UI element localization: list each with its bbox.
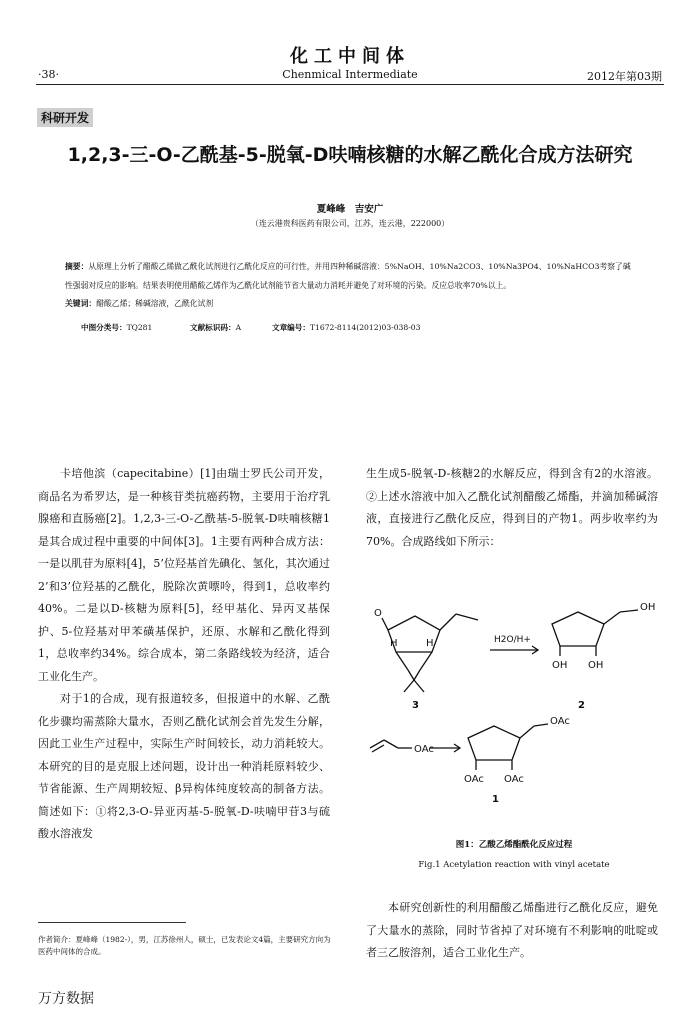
synthesis-scheme bbox=[360, 590, 670, 810]
svg-text:OAc: OAc bbox=[550, 716, 570, 727]
keywords-label: 关键词： bbox=[65, 299, 97, 308]
clc-number: 中图分类号：TQ281 bbox=[81, 323, 153, 332]
footnote-rule bbox=[38, 922, 186, 923]
keywords-text: 醋酸乙烯；稀碱溶液，乙酰化试剂 bbox=[96, 299, 214, 308]
svg-text:OH: OH bbox=[640, 602, 656, 613]
left-column bbox=[38, 463, 330, 846]
svg-text:H: H bbox=[390, 638, 398, 649]
compound-3-label: 3 bbox=[412, 700, 419, 711]
journal-english-name: Chenmical Intermediate bbox=[282, 68, 418, 81]
journal-name: 化工中间体 bbox=[290, 46, 410, 67]
right-column-top bbox=[366, 463, 658, 553]
right-column-bottom bbox=[366, 897, 658, 965]
abstract bbox=[65, 257, 635, 295]
section-tag: 科研开发 bbox=[37, 108, 93, 127]
left-paragraph-1: 卡培他滨（capecitabine）[1]由瑞士罗氏公司开发，商品名为希罗达，是一种核苷类抗癌药物，主要用于治疗乳腺癌和直肠癌[2]。1,2,3-三-O-乙酰基-5-脱氧-D呋喃核糖1是其合成过程中重要的中间体[3]。1主要有两种合成方法：一是以肌苷为原料[4]，5’位羟基首先碘化、氢化，其次通过2’和3’位羟基的乙酰化，脱除次黄嘌呤，得到1，总收率约40%。二是以D-核糖为原料[5]，经甲基化、异丙叉基保护、5-位羟基对甲苯磺基保护，还原、水解和乙酰化得到1，总收率约34%。综合成本，第二条路线较为经济，适合工业化生产。 bbox=[38, 467, 330, 683]
compound-1-label: 1 bbox=[492, 794, 499, 805]
svg-text:OH: OH bbox=[588, 660, 604, 671]
abstract-label: 摘要： bbox=[65, 262, 89, 271]
paper-title: 1,2,3-三-O-乙酰基-5-脱氧-D呋喃核糖的水解乙酰化合成方法研究 bbox=[67, 144, 633, 166]
wanfang-watermark: 万方数据 bbox=[38, 991, 94, 1007]
keywords bbox=[65, 294, 635, 313]
authors: 夏峰峰 吉安广 bbox=[316, 204, 384, 215]
compound-2-label: 2 bbox=[578, 700, 585, 711]
left-paragraph-2: 对于1的合成，现有报道较多，但报道中的水解、乙酰化步骤均需蒸除大量水，否则乙酰化试剂会首先发生分解，因此工业生产过程中，实际生产时间较长，动力消耗较大。本研究的目的是克服上述问题，设计出一种消耗原料较少、节省能源、生产周期较短、β异构体纯度较高的制备方法。简述如下：①将2,3-O-异亚丙基-5-脱氧-D-呋喃甲苷3与硫酸水溶液发 bbox=[38, 692, 330, 840]
right-paragraph-1: 生生成5-脱氧-D-核糖2的水解反应，得到含有2的水溶液。②上述水溶液中加入乙酰化试剂醋酸乙烯酯，并滴加稀碱溶液，直接进行乙酰化反应，得到目的产物1。两步收率约为70%。合成路线如下所示： bbox=[366, 467, 658, 548]
article-number: 文章编号：T1672-8114(2012)03-038-03 bbox=[272, 323, 421, 332]
figure-caption-en: Fig.1 Acetylation reaction with vinyl acetate bbox=[418, 860, 610, 870]
svg-text:OAc: OAc bbox=[504, 774, 524, 785]
svg-text:OAc: OAc bbox=[464, 774, 484, 785]
author-footnote: 作者简介：夏峰峰（1982-），男，江苏徐州人，硕士，已发表论文4篇，主要研究方向为医药中间体的合成。 bbox=[38, 935, 331, 956]
figure-caption-cn: 图1：乙酸乙烯酯酰化反应过程 bbox=[455, 840, 573, 850]
vinyl-acetate-label: OAc bbox=[414, 744, 434, 755]
issue-label: 2012年第03期 bbox=[587, 70, 662, 83]
svg-text:OH: OH bbox=[552, 660, 568, 671]
methoxy-label: O bbox=[374, 608, 382, 619]
affiliation: （连云港贵科医药有限公司，江苏，连云港，222000） bbox=[250, 219, 450, 228]
right-paragraph-2: 本研究创新性的利用醋酸乙烯酯进行乙酰化反应，避免了大量水的蒸除，同时节省掉了对环境有不利影响的吡啶或者三乙胺溶剂，适合工业化生产。 bbox=[366, 901, 658, 959]
document-code: 文献标识码：A bbox=[190, 323, 242, 332]
svg-text:H: H bbox=[426, 638, 434, 649]
abstract-text: 从原理上分析了醋酸乙烯做乙酰化试剂进行乙酰化反应的可行性，并用四种稀碱溶液：5%NaOH、10%Na2CO3、10%Na3PO4、10%NaHCO3考察了碱性强弱对反应的影响。结果表明使用醋酸乙烯作为乙酰化试剂能节省大量动力消耗并避免了对环境的污染。反应总收率70%以上。 bbox=[65, 262, 631, 290]
page-number: ·38· bbox=[38, 68, 59, 81]
reagent-label: H2O/H+ bbox=[494, 635, 531, 645]
header-rule bbox=[36, 84, 664, 85]
